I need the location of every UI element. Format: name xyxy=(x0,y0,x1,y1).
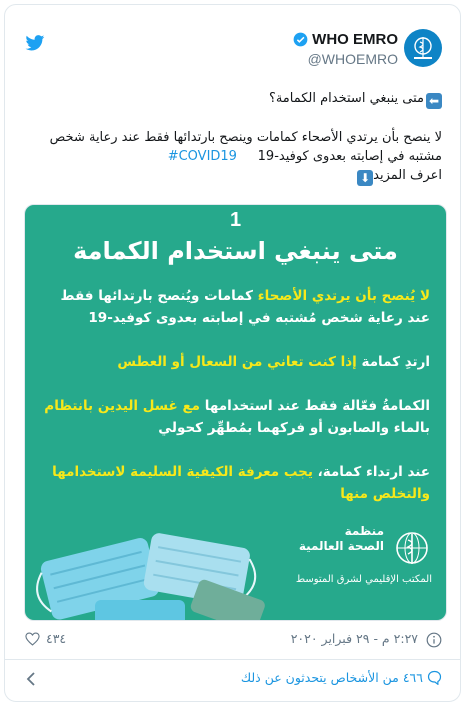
display-name[interactable] xyxy=(293,31,398,48)
tweet-line-3-text: مشتبه في إصابته بعدوى كوفيد-19 xyxy=(257,149,442,164)
who-emblem-icon xyxy=(392,528,432,568)
handle[interactable]: @WHOEMRO xyxy=(307,51,398,67)
media-p3-text: الكمامةُ فعّالة فقط عند استخدامها xyxy=(200,398,430,414)
tweet-line-3 xyxy=(22,147,442,166)
hashtag-link[interactable]: #COVID19 xyxy=(167,149,237,164)
tweet-line-1-text: متى ينبغي استخدام الكمامة؟ xyxy=(268,91,424,106)
tweet-line-2: لا ينصح بأن يرتدي الأصحاء كمامات وينصح بارتدائها فقط عند رعاية شخص xyxy=(49,130,442,145)
media-paragraph-3 xyxy=(35,395,430,439)
like-count: ٤٣٤ xyxy=(46,631,67,646)
tweet-line-4 xyxy=(22,166,442,186)
who-logo xyxy=(252,522,432,592)
tweet-meta xyxy=(5,629,460,655)
divider xyxy=(5,659,460,660)
media-p2-text: ارتدِ كمامة xyxy=(356,354,430,370)
media-p3-highlight: مع غسل اليدين بانتظام xyxy=(44,398,201,414)
media-p1-text: كمامات ويُنصح بارتدائها فقط عند رعاية شخص مُشتبه في إصابته بعدوى كوفيد-19 xyxy=(60,288,430,326)
media-p2-highlight: إذا كنت تعاني من السعال أو العطس xyxy=(117,354,357,370)
media-p1-highlight: لا يُنصح بأن يرتدي الأصحاء xyxy=(257,288,430,304)
left-arrow-emoji-icon: ⬅ xyxy=(426,93,442,109)
avatar[interactable] xyxy=(404,29,442,67)
media-body xyxy=(35,285,430,527)
tweet-header xyxy=(5,5,460,83)
tweet-text xyxy=(22,89,442,186)
media-paragraph-2 xyxy=(35,351,430,373)
people-talking-text: ٤٦٦ من الأشخاص يتحدثون عن ذلك xyxy=(240,670,423,685)
media-number: 1 xyxy=(229,209,242,231)
timestamp[interactable]: ٢:٢٧ م - ٢٩ فبراير ٢٠٢٠ xyxy=(290,631,418,646)
display-name-text: WHO EMRO xyxy=(312,31,398,48)
who-org-name-1: منظمة xyxy=(344,524,384,538)
media-p4-text: عند ارتداء كمامة، xyxy=(312,464,430,480)
like-button[interactable] xyxy=(25,631,66,646)
media-title: متى ينبغي استخدام الكمامة xyxy=(73,237,398,265)
tweet-line-1 xyxy=(22,89,442,109)
who-emblem-icon xyxy=(408,33,438,63)
who-org-name xyxy=(299,524,384,554)
learn-more-text: اعرف المزيد xyxy=(373,168,442,183)
heart-icon xyxy=(25,632,40,646)
twitter-bird-icon[interactable] xyxy=(25,35,45,51)
tweet-media-image[interactable] xyxy=(24,204,447,621)
face-masks-illustration xyxy=(25,500,275,620)
tweet-spacer xyxy=(22,109,442,128)
down-arrow-emoji-icon: ⬇ xyxy=(357,170,373,186)
who-org-name-2: الصحة العالمية xyxy=(298,539,384,553)
tweet-card xyxy=(4,4,461,702)
media-paragraph-1 xyxy=(35,285,430,329)
verified-icon xyxy=(293,32,308,47)
user-block[interactable] xyxy=(293,31,398,67)
media-p4-highlight: يجب معرفة الكيفية السليمة لاستخدامها والتخلص منها xyxy=(52,464,430,502)
media-p3-rest: بالماء والصابون أو فركهما بمُطهِّر كحولي xyxy=(158,420,430,436)
tweet-footer[interactable] xyxy=(5,667,460,697)
chat-bubble-icon xyxy=(427,670,442,685)
media-paragraph-4 xyxy=(35,461,430,505)
chevron-left-icon[interactable] xyxy=(25,671,37,687)
who-region: المكتب الإقليمي لشرق المتوسط xyxy=(295,574,432,585)
info-icon[interactable] xyxy=(426,632,442,648)
people-talking-link[interactable] xyxy=(241,670,442,685)
